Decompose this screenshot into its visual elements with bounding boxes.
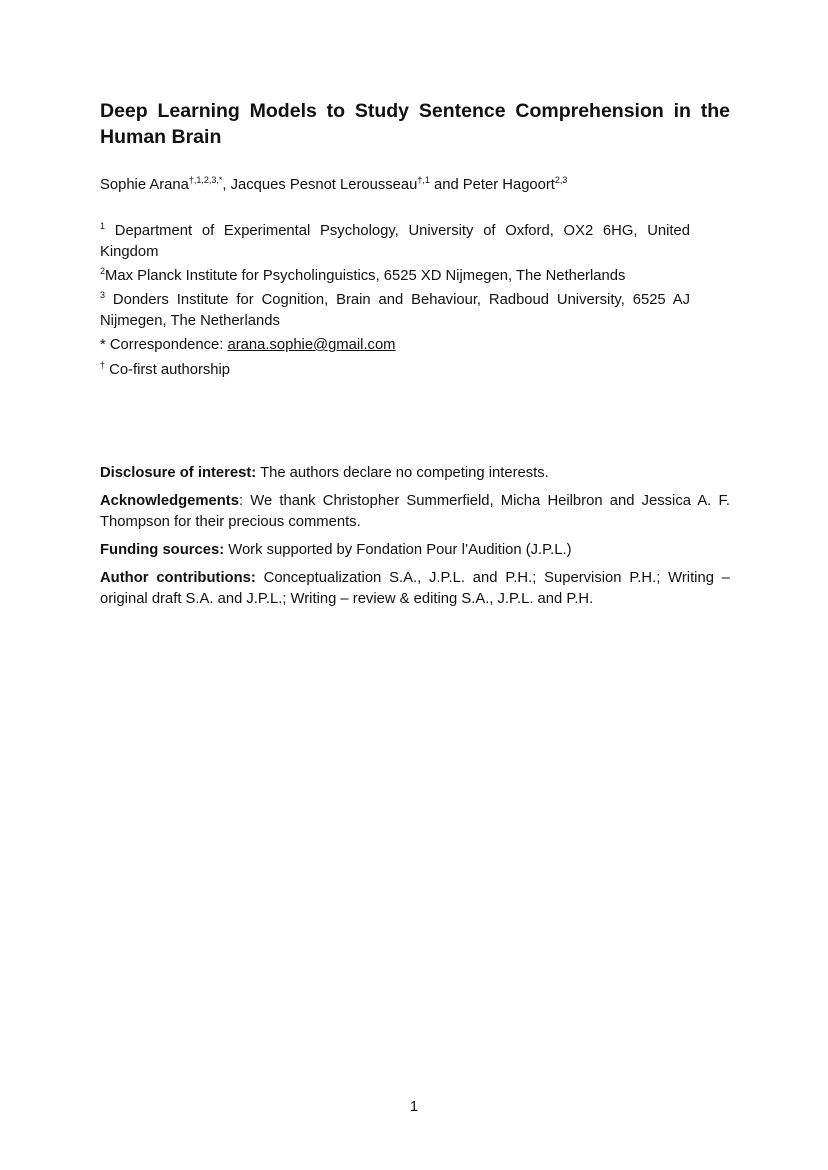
author-list [100,175,740,196]
co-first-marker: † [100,360,106,371]
author-affiliation-marker: †,1 [417,175,430,186]
correspondence-label: * Correspondence: [100,337,228,353]
author-name: Peter Hagoort [462,177,555,193]
affiliation-marker: 2 [100,266,106,277]
author-contributions-statement [100,568,730,610]
funding-statement [100,540,730,561]
affiliation-marker: 1 [100,221,106,232]
author-name: Sophie Arana [100,177,189,193]
co-first-note [100,360,690,381]
affiliation-text: Max Planck Institute for Psycholinguistics, 6525 XD Nijmegen, The Netherlands [105,268,626,284]
paper-title: Deep Learning Models to Study Sentence Comprehension in the Human Brain [100,100,730,148]
funding-text: Work supported by Fondation Pour l’Audition (J.P.L.) [224,542,572,558]
disclosure-statement [100,463,730,484]
affiliation [100,290,690,332]
disclosure-label: Disclosure of interest: [100,465,257,481]
author-contributions-text: Conceptualization S.A., J.P.L. and P.H.; Supervision P.H.; Writing – original draft S.A. and J.P.L.; Writing – review & editing S.A., J.P.L. and P.H. [100,570,730,607]
disclosure-text: The authors declare no competing interests. [256,465,549,481]
author-separator: , [222,177,231,193]
affiliation-text: Department of Experimental Psychology, University of Oxford, OX2 6HG, United Kingdom [100,223,690,260]
author-name: Jacques Pesnot Lerousseau [230,177,418,193]
affiliation [100,266,690,287]
author-affiliation-marker: †,1,2,3,* [188,175,223,186]
author-affiliation-marker: 2,3 [554,175,568,186]
affiliation-marker: 3 [100,290,106,301]
author-contributions-label: Author contributions: [100,570,256,586]
affiliation-text: Donders Institute for Cognition, Brain and Behaviour, Radboud University, 6525 AJ Nijmegen, The Netherlands [100,292,690,329]
co-first-text: Co-first authorship [105,362,231,378]
correspondence-line [100,335,690,356]
affiliation [100,221,690,263]
author-separator: and [429,177,463,193]
acknowledgements-text: : We thank Christopher Summerfield, Micha Heilbron and Jessica A. F. Thompson for their precious comments. [100,493,730,530]
funding-label: Funding sources: [100,542,225,558]
acknowledgements-statement [100,491,730,533]
page-number: 1 [409,1099,419,1115]
acknowledgements-label: Acknowledgements [100,493,239,509]
correspondence-email-link[interactable]: arana.sophie@gmail.com [227,337,396,353]
